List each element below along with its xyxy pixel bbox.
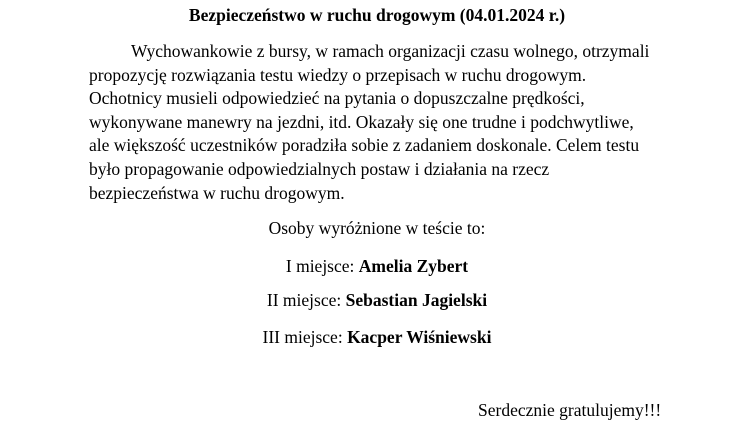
place-label: III miejsce: xyxy=(262,327,343,347)
paragraph-line: propozycję rozwiązania testu wiedzy o przepisach w ruchu drogowym. xyxy=(89,64,587,85)
body-paragraph xyxy=(89,40,689,205)
paragraph-line: było propagowanie odpowiedzialnych postaw i działania na rzecz xyxy=(89,158,550,179)
paragraph-line: Ochotnicy musieli odpowiedzieć na pytania o dopuszczalne prędkości, xyxy=(89,88,585,109)
winner-third-place xyxy=(0,326,754,348)
winner-name: Sebastian Jagielski xyxy=(345,290,488,310)
closing-congratulations: Serdecznie gratulujemy!!! xyxy=(478,400,662,420)
winner-name: Kacper Wiśniewski xyxy=(347,327,492,347)
paragraph-line: ale większość uczestników poradziła sobie z zadaniem doskonale. Celem testu xyxy=(89,135,640,156)
winner-name: Amelia Zybert xyxy=(358,256,469,276)
paragraph-line: Wychowankowie z bursy, w ramach organizacji czasu wolnego, otrzymali xyxy=(131,41,650,61)
paragraph-line: wykonywane manewry na jezdni, itd. Okazały się one trudne i podchwytliwe, xyxy=(89,111,634,132)
winner-first-place xyxy=(0,255,754,277)
place-label: II miejsce: xyxy=(266,290,342,310)
paragraph-line: bezpieczeństwa w ruchu drogowym. xyxy=(89,182,345,203)
winners-intro: Osoby wyróżnione w teście to: xyxy=(268,218,486,238)
document-title: Bezpieczeństwo w ruchu drogowym (04.01.2024 r.) xyxy=(188,5,566,25)
place-label: I miejsce: xyxy=(285,256,355,276)
winner-second-place xyxy=(0,289,754,311)
